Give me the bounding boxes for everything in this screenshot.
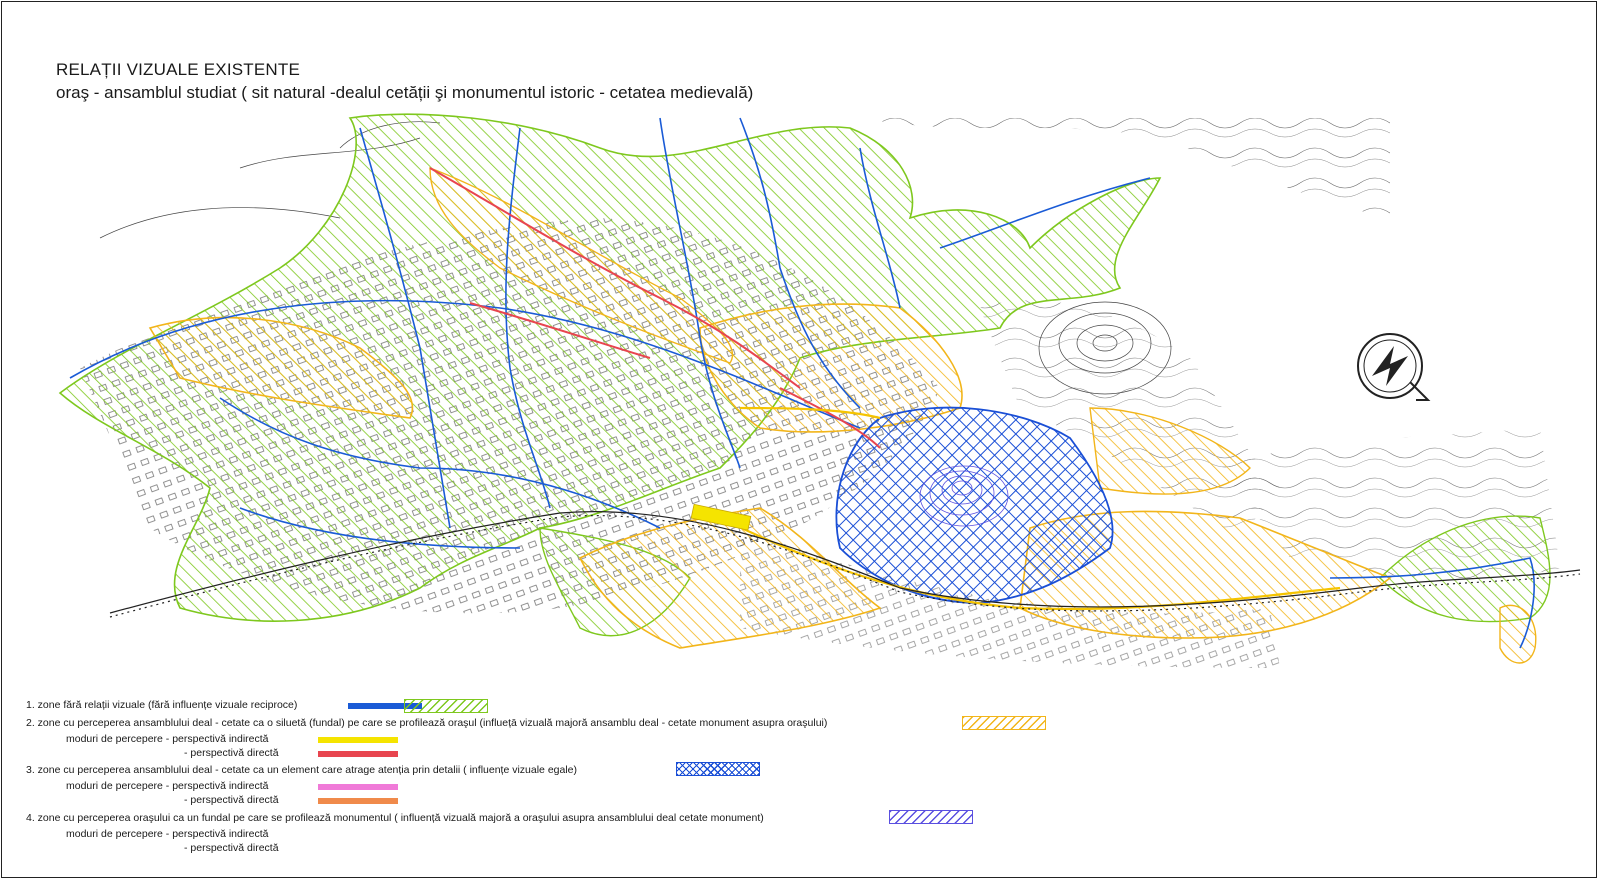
legend-item-3: 3. zone cu perceperea ansamblului deal - cetate ca un element care atrage atenția prin detalii ( influențe vizuale egale) xyxy=(26,764,578,776)
map-subtitle: oraş - ansamblul studiat ( sit natural -dealul cetății şi monumentul istoric - cetatea medievală) xyxy=(56,83,754,102)
legend-item-2-modes: moduri de percepere - perspectivă indirectă xyxy=(66,733,269,745)
north-arrow-icon xyxy=(1358,334,1428,400)
legend-item-2: 2. zone cu perceperea ansamblului deal - cetate ca o siluetă (fundal) pe care se profilează oraşul (influețā vizuală majoră ansamblu deal - cetate monument asupra oraşului) xyxy=(26,717,828,729)
legend-item-4-modes: moduri de percepere - perspectivă indirectă xyxy=(66,828,269,840)
legend-green-hatch-swatch xyxy=(404,699,488,713)
zone-equal-visual-influence xyxy=(836,408,1112,603)
legend-item-3-modes: moduri de percepere - perspectivă indirectă xyxy=(66,780,269,792)
legend-item-3-direct: - perspectivă directă xyxy=(184,794,279,806)
legend-yellow-hatch-swatch xyxy=(962,716,1046,730)
legend-violet-hatch-swatch xyxy=(889,810,973,824)
legend-item-4-direct: - perspectivă directă xyxy=(184,842,279,854)
legend-item-4: 4. zone cu perceperea oraşului ca un fundal pe care se profilează monumentul ( influență vizuală majoră a oraşului asupra ansamblului deal cetate monument) xyxy=(26,812,764,824)
legend-blue-crosshatch-swatch xyxy=(676,762,760,776)
legend-item-2-direct: - perspectivă directă xyxy=(184,747,279,759)
map-title: RELAȚII VIZUALE EXISTENTE xyxy=(56,60,301,79)
city-map xyxy=(40,108,1600,680)
legend-item-1: 1. zone fără relații vizuale (fără influențe vizuale reciproce) xyxy=(26,699,298,711)
legend-pink-line-swatch xyxy=(318,784,398,790)
legend-yellow-line-swatch xyxy=(318,737,398,743)
legend-red-line-swatch xyxy=(318,751,398,757)
legend-orange-line-swatch xyxy=(318,798,398,804)
